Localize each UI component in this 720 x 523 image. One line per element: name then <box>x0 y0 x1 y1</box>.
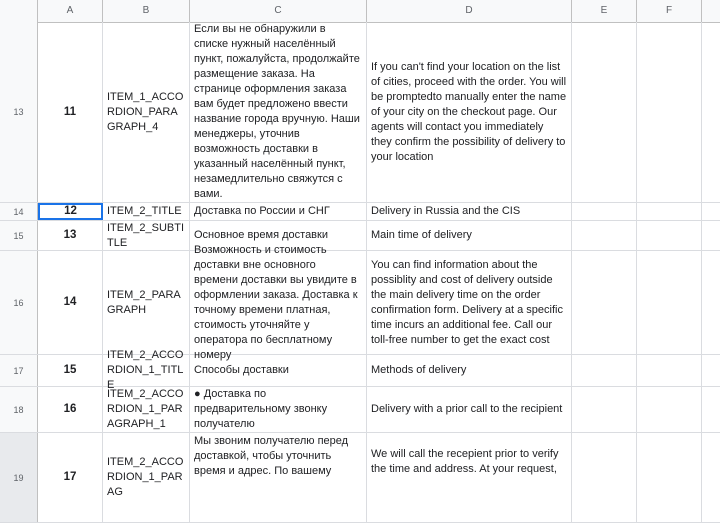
row-header[interactable]: 15 <box>0 221 38 250</box>
column-header-d[interactable]: D <box>367 0 572 22</box>
cell-f[interactable] <box>637 355 702 386</box>
row-header[interactable]: 16 <box>0 251 38 354</box>
select-all-corner[interactable] <box>0 0 38 22</box>
cell-c[interactable]: Доставка по России и СНГ <box>190 203 367 220</box>
cell-a[interactable]: 11 <box>38 22 103 202</box>
cell-f[interactable] <box>637 22 702 202</box>
column-header-e[interactable]: E <box>572 0 637 22</box>
cell-d[interactable]: If you can't find your location on the list of cities, proceed with the order. You will be promptedto manually enter the name of your city on the checkout page. Our agents will contact you immediately they confirm the possibility of delivery to your location <box>367 22 572 202</box>
cell-b[interactable]: ITEM_2_ACCORDION_1_PARAGRAPH_1 <box>103 387 190 432</box>
cell-c[interactable]: Способы доставки <box>190 355 367 386</box>
cell-b[interactable]: ITEM_2_ACCORDION_1_PARAG <box>103 433 190 522</box>
column-header-row <box>0 0 720 23</box>
cell-d[interactable]: Methods of delivery <box>367 355 572 386</box>
column-header-a[interactable]: A <box>38 0 103 22</box>
cell-e[interactable] <box>572 22 637 202</box>
cell-a[interactable]: 13 <box>38 221 103 250</box>
cell-b[interactable]: ITEM_2_PARAGRAPH <box>103 251 190 354</box>
cell-a-selected[interactable]: 12 <box>38 203 103 220</box>
column-header-c[interactable]: C <box>190 0 367 22</box>
cell-d[interactable]: Delivery in Russia and the CIS <box>367 203 572 220</box>
cell-c[interactable]: Основное время доставки <box>190 221 367 250</box>
row-header[interactable]: 17 <box>0 355 38 386</box>
table-row <box>0 203 720 221</box>
cell-a[interactable]: 14 <box>38 251 103 354</box>
row-header[interactable]: 19 <box>0 433 38 522</box>
cell-c[interactable]: Мы звоним получателю перед доставкой, чтобы уточнить время и адрес. По вашему <box>190 433 367 522</box>
row-header[interactable]: 18 <box>0 387 38 432</box>
cell-e[interactable] <box>572 433 637 522</box>
table-row <box>0 22 720 203</box>
column-header-f[interactable]: F <box>637 0 702 22</box>
cell-f[interactable] <box>637 433 702 522</box>
cell-a[interactable]: 17 <box>38 433 103 522</box>
cell-a[interactable]: 16 <box>38 387 103 432</box>
table-row <box>0 387 720 433</box>
cell-d[interactable]: Delivery with a prior call to the recipient <box>367 387 572 432</box>
cell-b[interactable]: ITEM_2_TITLE <box>103 203 190 220</box>
cell-d[interactable]: You can find information about the possiblity and cost of delivery outside the main delivery time on the order confirmation form. Delivery at a specific time incurs an additional fee. Call our toll-free number to get the exact cost <box>367 251 572 354</box>
cell-b[interactable]: ITEM_1_ACCORDION_PARAGRAPH_4 <box>103 22 190 202</box>
cell-d[interactable]: Main time of delivery <box>367 221 572 250</box>
cell-d[interactable]: We will call the recepient prior to verify the time and address. At your request, <box>367 433 572 522</box>
cell-c[interactable]: Возможность и стоимость доставки вне основного времени доставки вы увидите в оформлении заказа. Доставка к точному времени платная, стоимость уточняйте у оператора по бесплатному номеру <box>190 251 367 354</box>
table-row <box>0 433 720 523</box>
cell-a[interactable]: 15 <box>38 355 103 386</box>
table-row <box>0 243 720 361</box>
cell-e[interactable] <box>572 387 637 432</box>
cell-e[interactable] <box>572 221 637 250</box>
table-row <box>0 349 720 391</box>
row-header[interactable]: 14 <box>0 203 38 220</box>
column-header-b[interactable]: B <box>103 0 190 22</box>
row-header[interactable]: 13 <box>0 22 38 202</box>
cell-c[interactable]: Если вы не обнаружили в списке нужный населённый пункт, пожалуйста, продолжайте размещение заказа. На странице оформления заказа вам будет предложено ввести название города вручную. Наши менеджеры, уточнив возможность доставки в указанный населённый пункт, незамедлительно свяжутся с вами. <box>190 22 367 202</box>
cell-f[interactable] <box>637 387 702 432</box>
cell-b[interactable]: ITEM_2_SUBTITLE <box>103 221 190 250</box>
cell-b[interactable]: ITEM_2_ACCORDION_1_TITLE <box>103 355 190 386</box>
cell-e[interactable] <box>572 355 637 386</box>
cell-f[interactable] <box>637 203 702 220</box>
cell-e[interactable] <box>572 203 637 220</box>
cell-c[interactable]: ● Доставка по предварительному звонку получателю <box>190 387 367 432</box>
cell-f[interactable] <box>637 251 702 354</box>
cell-e[interactable] <box>572 251 637 354</box>
cell-f[interactable] <box>637 221 702 250</box>
